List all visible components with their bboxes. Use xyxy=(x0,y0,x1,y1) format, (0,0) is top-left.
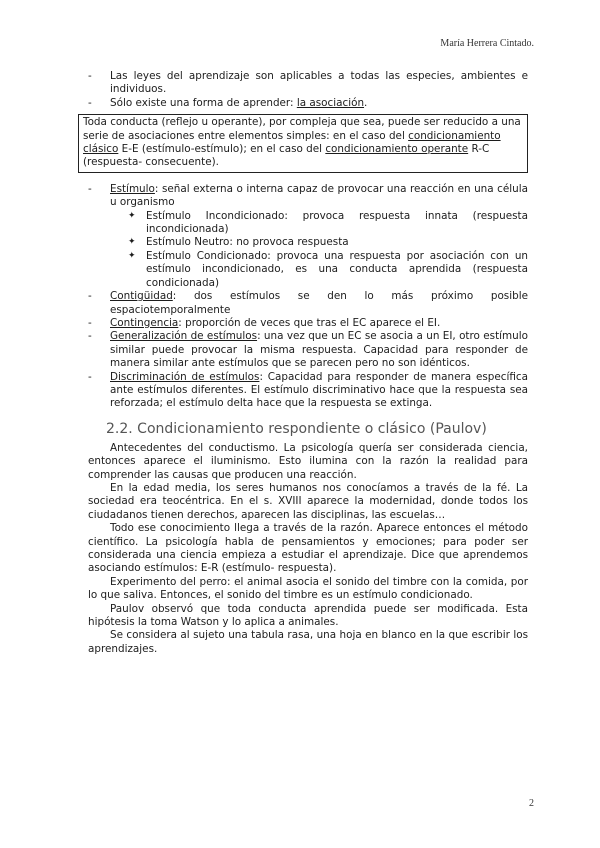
page-content xyxy=(83,70,528,656)
definition-text: : dos estímulos se den lo más próximo posible espaciotemporalmente xyxy=(110,290,528,316)
dash-marker: - xyxy=(88,316,92,329)
definition-text: : señal externa o interna capaz de provocar una reacción en una célula u organismo xyxy=(110,182,528,209)
header-author: María Herrera Cintado. xyxy=(440,38,534,49)
definition-text: : Capacidad para responder de manera específica ante estímulos diferentes. El estímulo discriminativo hace que la respuesta sea reforzada; el estímulo delta hace que la respuesta se extinga. xyxy=(110,370,528,410)
dash-marker: - xyxy=(88,330,92,343)
bullet-icon: ✦ xyxy=(128,250,136,261)
bullet-icon: ✦ xyxy=(128,210,136,221)
underlined-term: condicionamiento clásico xyxy=(83,129,501,156)
definition-generalizacion xyxy=(88,330,528,370)
box-text: R-C (respuesta- consecuente). xyxy=(83,143,490,169)
list-item-text: Sólo existe una forma de aprender: xyxy=(110,96,297,109)
sub-item-text: Estímulo Neutro: no provoca respuesta xyxy=(146,236,349,249)
dash-marker: - xyxy=(88,182,92,195)
page-number: 2 xyxy=(529,798,534,809)
dash-marker: - xyxy=(88,290,92,303)
paragraph: Experimento del perro: el animal asocia el sonido del timbre con la comida, por lo que saliva. Entonces, el sonido del timbre es un estímulo condicionado. xyxy=(88,575,528,602)
dash-marker: - xyxy=(88,70,92,82)
term-label: Generalización de estímulos xyxy=(110,330,258,343)
definition-contiguidad xyxy=(88,290,528,317)
underlined-term: la asociación xyxy=(296,96,365,109)
box-text: E-E (estímulo-estímulo); en el caso del xyxy=(118,143,326,156)
list-item xyxy=(88,97,528,110)
sub-list-item xyxy=(88,236,528,249)
paragraph: Se considera al sujeto una tabula rasa, una hoja en blanco en la que escribir los aprendizajes. xyxy=(88,629,528,655)
definition-text: : proporción de veces que tras el EC aparece el EI. xyxy=(178,316,441,329)
definition-estimulo xyxy=(88,183,528,210)
list-item-suffix: . xyxy=(364,96,368,109)
sub-item-text: Estímulo Condicionado: provoca una respuesta por asociación con un estímulo incondicionado, es una conducta aprendida (respuesta condicionada) xyxy=(146,249,528,289)
highlight-box xyxy=(78,114,528,173)
term-label: Estímulo xyxy=(110,182,155,195)
dash-marker: - xyxy=(88,96,92,109)
paragraph: En la edad media, los seres humanos nos conocíamos a través de la fé. La sociedad era teocéntrica. En el s. XVIII aparece la modernidad, donde todos los ciudadanos tienen derechos, aparecen las disciplinas, las escuelas… xyxy=(88,481,528,521)
paragraph: Antecedentes del conductismo. La psicología quería ser considerada ciencia, entonces aparece el iluminismo. Esto ilumina con la razón la realidad para comprender las causas que producen una reacción. xyxy=(88,441,528,481)
list-item-text: Las leyes del aprendizaje son aplicables a todas las especies, ambientes e individuos. xyxy=(110,70,528,96)
sub-list-item xyxy=(88,250,528,290)
section-heading: 2.2. Condicionamiento respondiente o clásico (Paulov) xyxy=(106,420,487,437)
sub-list-item xyxy=(88,210,528,237)
definition-discriminacion xyxy=(88,371,528,411)
dash-marker: - xyxy=(88,370,92,383)
term-label: Contingencia xyxy=(110,316,179,329)
paragraph: Todo ese conocimiento llega a través de la razón. Aparece entonces el método científico. La psicología habla de pensamientos y emociones; para poder ser considerada una ciencia empieza a estudiar el aprendizaje. Dice que aprendemos asociando estímulos: E-R (estímulo- respuesta). xyxy=(88,522,528,575)
bullet-icon: ✦ xyxy=(128,237,136,248)
definition-text: : una vez que un EC se asocia a un EI, otro estímulo similar puede provocar la misma respuesta. Capacidad para responder de manera similar ante estímulos que se parecen pero no son idénticos. xyxy=(110,330,528,370)
box-text: Toda conducta (reflejo u operante), por compleja que sea, puede ser reducido a una serie de asociaciones entre elementos simples: en el caso del xyxy=(83,116,521,142)
definition-contingencia xyxy=(88,317,528,330)
term-label: Contigüidad xyxy=(110,290,173,303)
underlined-term: condicionamiento operante xyxy=(325,143,469,156)
list-item xyxy=(88,70,528,97)
sub-list xyxy=(88,210,528,290)
sub-item-text: Estímulo Incondicionado: provoca respuesta innata (respuesta incondicionada) xyxy=(146,209,528,236)
paragraph: Paulov observó que toda conducta aprendida puede ser modificada. Esta hipótesis la toma Watson y lo aplica a animales. xyxy=(88,602,528,629)
term-label: Discriminación de estímulos xyxy=(110,370,260,383)
